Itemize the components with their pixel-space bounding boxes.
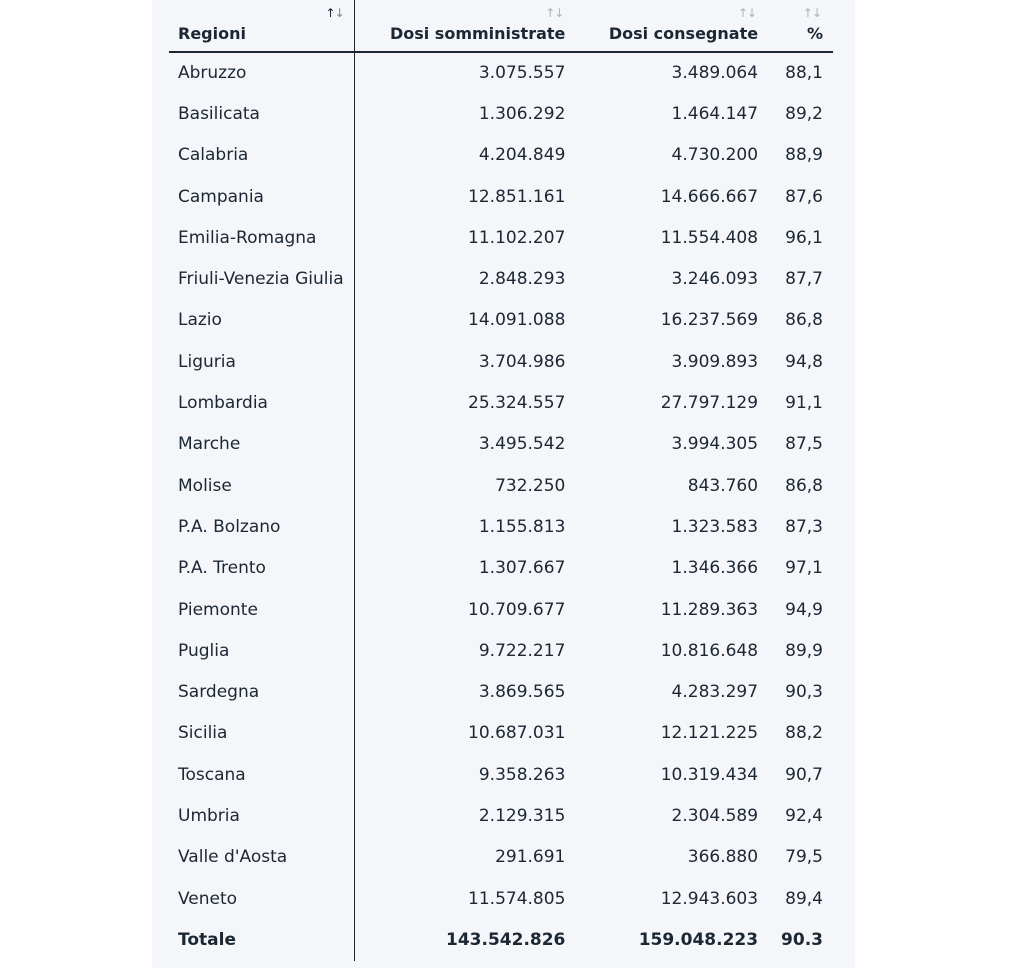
region-cell: Piemonte	[169, 589, 354, 630]
table-row	[169, 713, 833, 754]
percent-cell: 92,4	[785, 805, 823, 826]
region-cell: Marche	[169, 424, 354, 465]
region-cell: P.A. Trento	[169, 548, 354, 589]
delivered-cell: 12.121.225	[660, 723, 759, 744]
administered-cell: 732.250	[495, 475, 566, 496]
delivered-cell: 27.797.129	[660, 393, 759, 414]
percent-cell: 88,9	[785, 145, 823, 166]
region-cell: Molise	[169, 465, 354, 506]
administered-cell: 2.129.315	[478, 805, 566, 826]
table-row	[169, 465, 833, 506]
percent-cell: 86,8	[785, 475, 823, 496]
region-cell: Basilicata	[169, 93, 354, 134]
column-header-percent[interactable]	[768, 0, 833, 52]
table-row	[169, 589, 833, 630]
delivered-cell: 3.909.893	[671, 351, 759, 372]
administered-cell: 25.324.557	[468, 393, 566, 414]
region-cell: Liguria	[169, 341, 354, 382]
administered-cell: 1.155.813	[478, 516, 566, 537]
column-header-region[interactable]	[169, 0, 354, 52]
administered-cell: 12.851.161	[468, 186, 566, 207]
region-cell: Calabria	[169, 135, 354, 176]
region-cell: Lombardia	[169, 382, 354, 423]
table-row	[169, 300, 833, 341]
administered-cell: 2.848.293	[478, 269, 566, 290]
table-row	[169, 217, 833, 258]
percent-cell: 89,2	[785, 103, 823, 124]
percent-cell: 96,1	[785, 227, 823, 248]
region-cell: Lazio	[169, 300, 354, 341]
region-cell: Umbria	[169, 795, 354, 836]
vaccine-doses-table	[169, 0, 833, 961]
table-row	[169, 754, 833, 795]
delivered-cell: 366.880	[687, 847, 759, 868]
administered-cell: 10.709.677	[468, 599, 566, 620]
percent-cell: 87,3	[785, 516, 823, 537]
delivered-cell: 4.283.297	[671, 682, 759, 703]
table-row	[169, 93, 833, 134]
table-row	[169, 630, 833, 671]
delivered-cell: 1.464.147	[671, 103, 759, 124]
region-cell: Valle d'Aosta	[169, 837, 354, 878]
administered-cell: 3.495.542	[478, 434, 566, 455]
column-header-administered[interactable]	[354, 0, 575, 52]
column-header-delivered[interactable]	[575, 0, 768, 52]
percent-cell: 90,3	[785, 682, 823, 703]
table-panel	[152, 0, 855, 968]
table-row	[169, 258, 833, 299]
region-cell: Toscana	[169, 754, 354, 795]
table-row	[169, 548, 833, 589]
administered-cell: 14.091.088	[468, 310, 566, 331]
table-row	[169, 176, 833, 217]
administered-cell: 1.307.667	[478, 558, 566, 579]
sort-arrows-icon[interactable]: ↑↓	[325, 6, 344, 20]
region-cell: Abruzzo	[169, 52, 354, 93]
region-cell: Campania	[169, 176, 354, 217]
delivered-cell: 14.666.667	[660, 186, 759, 207]
table-header-row	[169, 0, 833, 52]
administered-cell: 9.722.217	[478, 640, 566, 661]
delivered-cell: 3.246.093	[671, 269, 759, 290]
delivered-cell: 1.346.366	[671, 558, 759, 579]
delivered-cell: 16.237.569	[660, 310, 759, 331]
administered-cell: 291.691	[495, 847, 566, 868]
table-row	[169, 135, 833, 176]
delivered-cell: 12.943.603	[660, 888, 759, 909]
percent-cell: 89,4	[785, 888, 823, 909]
table-row	[169, 341, 833, 382]
percent-cell: 86,8	[785, 310, 823, 331]
percent-cell: 94,8	[785, 351, 823, 372]
table-body	[169, 52, 833, 961]
percent-cell: 91,1	[785, 393, 823, 414]
table-row	[169, 506, 833, 547]
administered-cell: 4.204.849	[478, 145, 566, 166]
percent-cell: 87,6	[785, 186, 823, 207]
sort-arrows-icon[interactable]: ↑↓	[802, 6, 821, 20]
region-cell: Veneto	[169, 878, 354, 919]
table-row	[169, 382, 833, 423]
administered-cell: 3.869.565	[478, 682, 566, 703]
table-row	[169, 878, 833, 919]
percent-cell: 87,5	[785, 434, 823, 455]
percent-cell: 94,9	[785, 599, 823, 620]
total-administered-cell: 143.542.826	[446, 929, 566, 950]
administered-cell: 3.075.557	[478, 63, 566, 84]
percent-cell: 97,1	[785, 558, 823, 579]
percent-cell: 79,5	[785, 847, 823, 868]
percent-cell: 90,7	[785, 764, 823, 785]
percent-cell: 89,9	[785, 640, 823, 661]
table-row	[169, 795, 833, 836]
column-header-label: %	[806, 24, 823, 43]
delivered-cell: 2.304.589	[671, 805, 759, 826]
administered-cell: 11.574.805	[468, 888, 566, 909]
delivered-cell: 1.323.583	[671, 516, 759, 537]
table-row	[169, 52, 833, 93]
administered-cell: 3.704.986	[478, 351, 566, 372]
table-row	[169, 424, 833, 465]
delivered-cell: 10.816.648	[660, 640, 759, 661]
percent-cell: 88,1	[785, 63, 823, 84]
total-row	[169, 919, 833, 960]
administered-cell: 10.687.031	[468, 723, 566, 744]
delivered-cell: 843.760	[687, 475, 759, 496]
delivered-cell: 11.289.363	[660, 599, 759, 620]
column-header-label: Regioni	[178, 24, 246, 43]
region-cell: Friuli-Venezia Giulia	[169, 258, 354, 299]
total-delivered-cell: 159.048.223	[638, 929, 759, 950]
administered-cell: 1.306.292	[478, 103, 566, 124]
region-cell: Emilia-Romagna	[169, 217, 354, 258]
administered-cell: 11.102.207	[468, 227, 566, 248]
delivered-cell: 10.319.434	[660, 764, 759, 785]
sort-arrows-icon[interactable]: ↑↓	[545, 6, 564, 20]
region-cell: Sicilia	[169, 713, 354, 754]
delivered-cell: 3.994.305	[671, 434, 759, 455]
total-label-cell: Totale	[169, 919, 354, 960]
delivered-cell: 3.489.064	[671, 63, 759, 84]
percent-cell: 88,2	[785, 723, 823, 744]
region-cell: Sardegna	[169, 671, 354, 712]
region-cell: Puglia	[169, 630, 354, 671]
sort-arrows-icon[interactable]: ↑↓	[737, 6, 757, 20]
region-cell: P.A. Bolzano	[169, 506, 354, 547]
delivered-cell: 11.554.408	[660, 227, 759, 248]
table-row	[169, 837, 833, 878]
delivered-cell: 4.730.200	[671, 145, 759, 166]
administered-cell: 9.358.263	[478, 764, 566, 785]
percent-cell: 87,7	[785, 269, 823, 290]
total-percent-cell: 90.3	[781, 929, 823, 950]
column-header-label: Dosi somministrate	[389, 24, 566, 43]
table-row	[169, 671, 833, 712]
column-header-label: Dosi consegnate	[608, 24, 759, 43]
